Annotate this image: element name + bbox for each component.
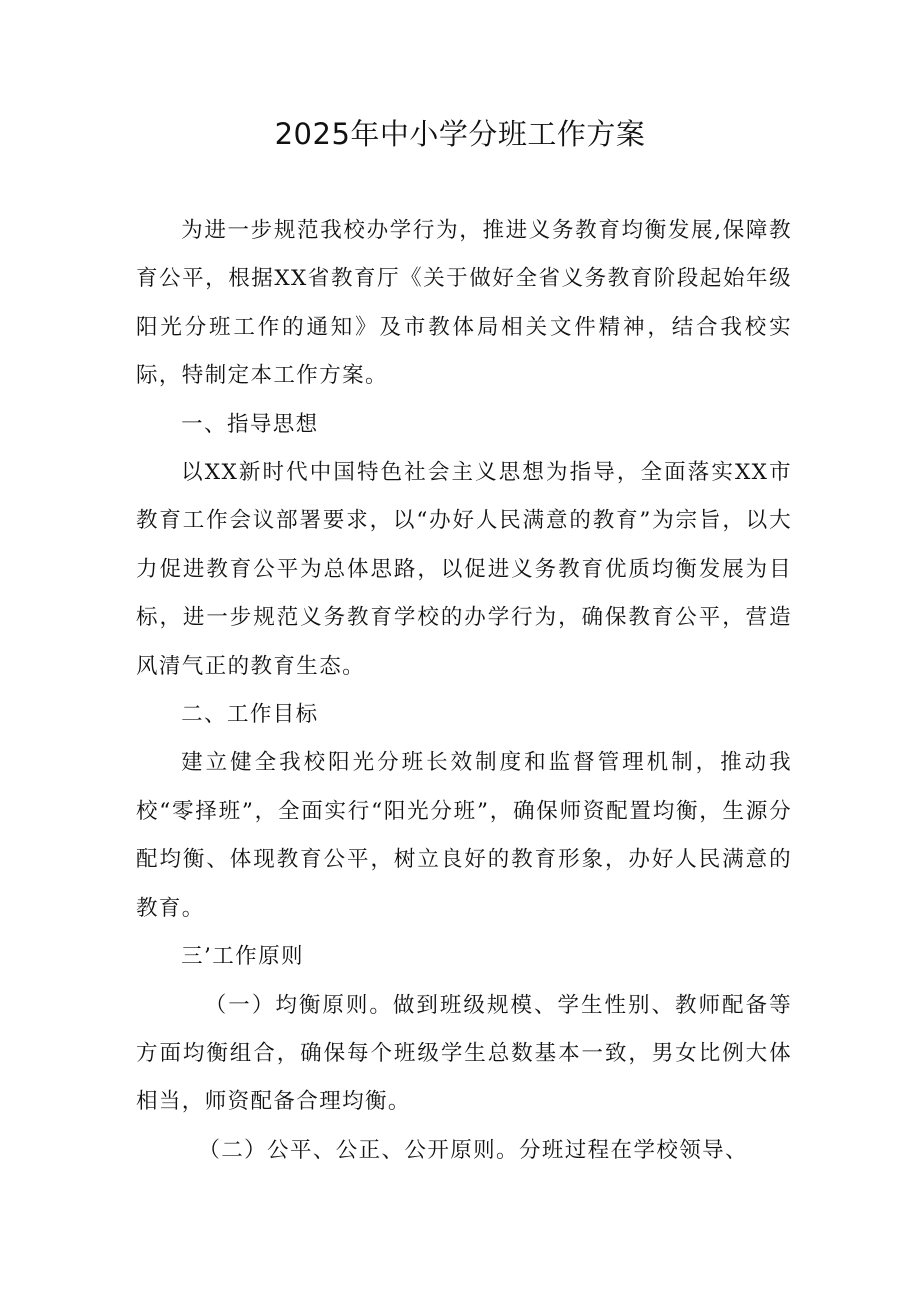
intro-paragraph: 为进一步规范我校办学行为，推进义务教育均衡发展,保障教育公平，根据XX省教育厅《关于做好全省义务教育阶段起始年级阳光分班工作的通知》及市教体局相关文件精神，结合我校实际，特制定本工作方案。 <box>136 218 792 389</box>
principle-fairness-paragraph: （二）公平、公正、公开原则。分班过程在学校领导、 <box>198 1137 748 1163</box>
principle-balance-paragraph: （一）均衡原则。做到班级规模、学生性别、教师配备等方面均衡组合，确保每个班级学生总数基本一致，男女比例大体相当，师资配备合理均衡。 <box>136 992 792 1115</box>
section-heading-work-goals: 二、工作目标 <box>181 702 319 728</box>
guiding-ideology-paragraph: 以XX新时代中国特色社会主义思想为指导，全面落实XX市教育工作会议部署要求，以“办好人民满意的教育”为宗旨，以大力促进教育公平为总体思路，以促进义务教育优质均衡发展为目标，进一步规范义务教育学校的办学行为，确保教育公平，营造风清气正的教育生态。 <box>136 460 792 679</box>
section-heading-work-principles: 三’工作原则 <box>181 944 304 970</box>
document-title: 2025年中小学分班工作方案 <box>274 117 646 151</box>
work-goals-paragraph: 建立健全我校阳光分班长效制度和监督管理机制，推动我校“零择班”，全面实行“阳光分班”，确保师资配置均衡，生源分配均衡、体现教育公平，树立良好的教育形象，办好人民满意的教育。 <box>136 750 792 921</box>
document-body <box>136 207 792 1175</box>
section-heading-guiding-ideology: 一、指导思想 <box>181 411 319 437</box>
